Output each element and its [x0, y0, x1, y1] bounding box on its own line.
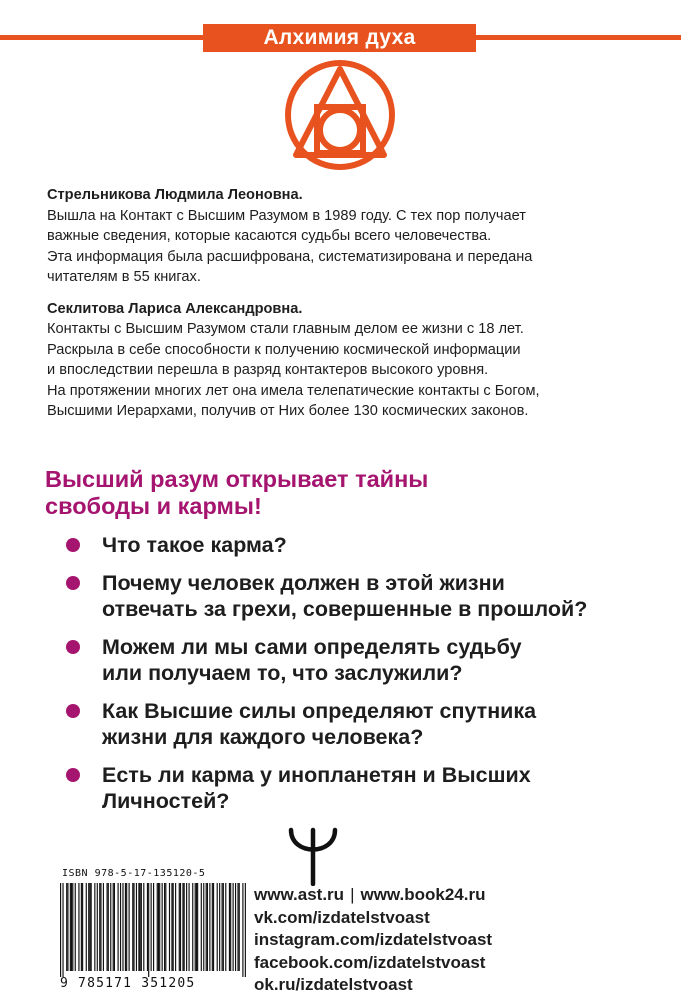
barcode-bar [67, 883, 68, 971]
barcode-bar [157, 883, 158, 971]
question-item [66, 698, 666, 750]
barcode-bar [133, 883, 134, 971]
barcode-bar [196, 883, 197, 971]
question-line: Можем ли мы сами определять судьбу [102, 635, 522, 659]
barcode-bar [60, 883, 61, 977]
barcode-bar [89, 883, 90, 971]
barcode-bar [171, 883, 172, 971]
barcode-bar [125, 883, 126, 971]
question-item [66, 762, 666, 814]
barcode-bar [103, 883, 104, 971]
barcode-bar [72, 883, 73, 971]
question-line: отвечать за грехи, совершенные в прошлой? [102, 597, 588, 621]
barcode-bar [91, 883, 92, 971]
series-rule-right [476, 35, 681, 40]
author-bio-line: Эта информация была расшифрована, систематизирована и передана [47, 248, 533, 265]
barcode-bar [88, 883, 89, 971]
author-bio-line: Вышла на Контакт с Высшим Разумом в 1989 году. С тех пор получает [47, 207, 526, 224]
barcode-bar [229, 883, 230, 971]
bullet-dot-icon [66, 576, 80, 590]
author-name: Секлитова Лариса Александровна. [47, 300, 303, 317]
author-bio-line: Раскрыла в себе способности к получению космической информации [47, 341, 521, 358]
barcode-bar [158, 883, 159, 971]
barcode-bar [129, 883, 130, 971]
barcode-bar [217, 883, 218, 971]
barcode-bar [86, 883, 87, 971]
barcode-bar [97, 883, 98, 971]
barcode-bar [143, 883, 144, 971]
bullet-dot-icon [66, 538, 80, 552]
author-bio-line: читателям в 55 книгах. [47, 269, 201, 285]
question-item [66, 570, 666, 622]
barcode-bar [192, 883, 193, 971]
question-line: Почему человек должен в этой жизни [102, 571, 505, 595]
barcode-bar [225, 883, 226, 971]
barcode-bar [78, 883, 79, 971]
bullet-dot-icon [66, 640, 80, 654]
barcode-bar [159, 883, 160, 971]
barcode-bar [140, 883, 141, 971]
barcode-bar [114, 883, 115, 971]
barcode-bar [169, 883, 170, 971]
question-line: жизни для каждого человека? [102, 725, 424, 749]
barcode-bar [179, 883, 180, 971]
barcode-bar [219, 883, 220, 971]
question-item [66, 634, 666, 686]
barcode-bar [151, 883, 152, 971]
barcode-bar [132, 883, 133, 971]
author-bio-line: и впоследствии перешла в разряд контактеров высокого уровня. [47, 362, 489, 378]
author-bio-line: важные сведения, которые касаются судьбы всего человечества. [47, 228, 492, 244]
barcode-bar [118, 883, 119, 971]
barcode-bar [186, 883, 187, 971]
barcode-bar [99, 883, 100, 971]
barcode-bar [70, 883, 71, 971]
author-block [47, 299, 647, 422]
barcode-bar [148, 883, 149, 977]
barcode-bar [235, 883, 236, 971]
barcode-bar [122, 883, 123, 971]
barcode-bar [230, 883, 231, 971]
barcode-digits: 9 785171 351205 [60, 976, 196, 991]
barcode-bar [162, 883, 163, 971]
question-line: Личностей? [102, 789, 230, 813]
link-book24[interactable]: www.book24.ru [360, 885, 486, 904]
barcode-bar [239, 883, 240, 971]
headline-line: свободы и кармы! [45, 493, 262, 519]
link-instagram[interactable]: instagram.com/izdatelstvoast [254, 930, 493, 949]
barcode-bar [245, 883, 246, 977]
barcode-bar [120, 883, 121, 971]
barcode-bar [201, 883, 202, 971]
barcode-bar [108, 883, 109, 971]
barcode-bar [223, 883, 224, 971]
barcode-bar [136, 883, 137, 971]
barcode-bar [138, 883, 139, 971]
question-list [66, 532, 666, 826]
barcode-bar [165, 883, 166, 971]
barcode-bar [222, 883, 223, 971]
barcode-bar [184, 883, 185, 971]
barcode-bar [213, 883, 214, 971]
barcode-bar [175, 883, 176, 971]
publisher-links [254, 884, 674, 997]
barcode-bar [107, 883, 108, 971]
barcode-bar [126, 883, 127, 971]
link-facebook[interactable]: facebook.com/izdatelstvoast [254, 952, 486, 972]
author-name: Стрельникова Людмила Леоновна. [47, 187, 303, 203]
barcode-bar [82, 883, 83, 971]
barcode-area [60, 868, 246, 992]
barcode-bar [100, 883, 101, 971]
headline-line: Высший разум открывает тайны [45, 466, 429, 492]
question-line: Что такое карма? [102, 533, 287, 557]
link-row-sites [254, 884, 674, 907]
barcode-bar [207, 883, 208, 971]
publisher-logo-icon [285, 826, 341, 886]
barcode-bar [206, 883, 207, 971]
barcode-bar [81, 883, 82, 971]
barcode-bar [233, 883, 234, 971]
barcode-bar [62, 883, 63, 977]
alchemy-emblem-icon [253, 52, 427, 170]
question-line: или получаем то, что заслужили? [102, 661, 463, 685]
barcode-bar [141, 883, 142, 971]
question-line: Как Высшие силы определяют спутника [102, 699, 537, 723]
author-block [47, 185, 647, 288]
link-vk[interactable]: vk.com/izdatelstvoast [254, 907, 430, 927]
barcode-bar [182, 883, 183, 971]
barcode-bar [153, 883, 154, 971]
author-bio-line: На протяжении многих лет она имела телепатические контакты с Богом, [47, 382, 540, 399]
barcode-bar [212, 883, 213, 971]
bullet-dot-icon [66, 704, 80, 718]
author-bio-line: Высшими Иерархами, получив от Них более 130 космических законов. [47, 403, 529, 419]
question-line: Есть ли карма у инопланетян и Высших [102, 763, 531, 787]
series-label: Алхимия духа [203, 24, 476, 52]
question-item [66, 532, 666, 558]
barcode-bar [197, 883, 198, 971]
isbn-number: ISBN 978-5-17-135120-5 [62, 868, 206, 879]
barcode-bar [147, 883, 148, 971]
author-bios [47, 185, 647, 433]
barcode-bar [113, 883, 114, 971]
barcode-bars [60, 883, 246, 977]
barcode-bar [237, 883, 238, 971]
barcode-bar [164, 883, 165, 971]
barcode-bar [173, 883, 174, 971]
barcode-bar [209, 883, 210, 971]
barcode-bar [242, 883, 243, 977]
barcode-bar [110, 883, 111, 971]
barcode-bar [188, 883, 189, 971]
barcode-bar [75, 883, 76, 971]
barcode-bar [66, 883, 67, 971]
barcode-bar [195, 883, 196, 971]
barcode-bar [94, 883, 95, 971]
series-rule-left [0, 35, 203, 40]
author-bio-line: Контакты с Высшим Разумом стали главным делом ее жизни с 18 лет. [47, 321, 524, 337]
link-ok[interactable]: ok.ru/izdatelstvoast [254, 975, 413, 994]
barcode-bar [180, 883, 181, 971]
link-separator: | [350, 885, 355, 904]
headline [45, 466, 665, 520]
barcode-bar [203, 883, 204, 971]
link-ast[interactable]: www.ast.ru [254, 885, 345, 904]
bullet-dot-icon [66, 768, 80, 782]
barcode-bar [71, 883, 72, 971]
